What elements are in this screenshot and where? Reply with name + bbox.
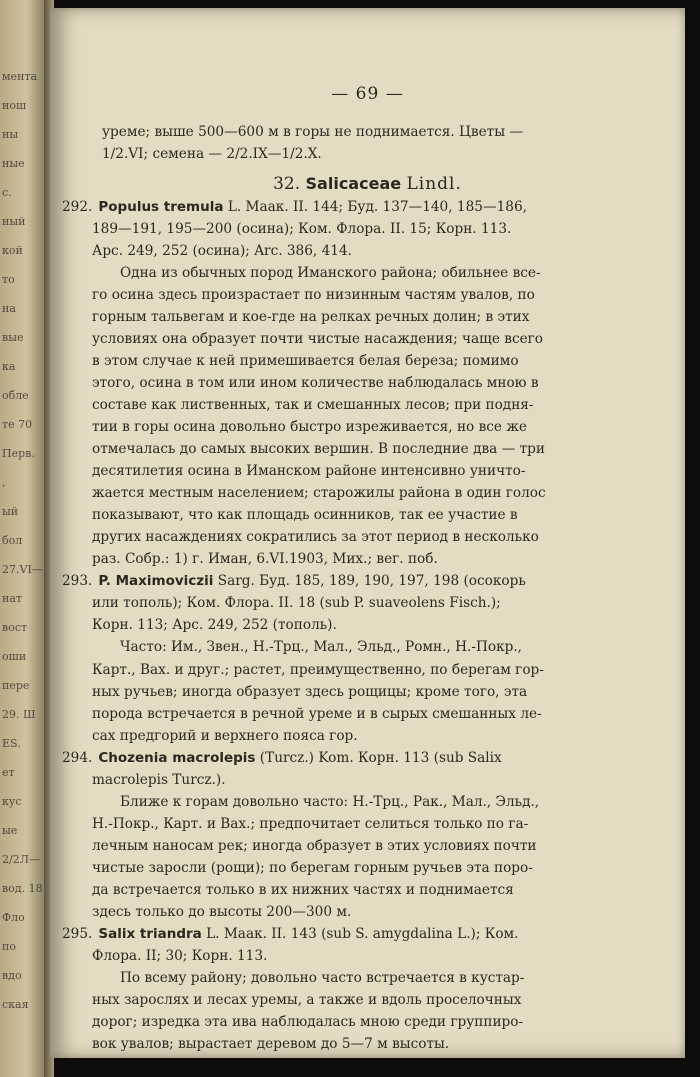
left-page-fragment: то <box>2 273 15 286</box>
entry-header <box>62 925 519 942</box>
entry-number: 293. <box>62 573 93 590</box>
page-number: — 69 — <box>331 84 404 104</box>
entry-header <box>62 198 527 215</box>
left-page-fragment: вод. 18 <box>2 882 43 895</box>
left-page-fragment: бол <box>2 534 23 547</box>
body-line: составе как лиственных, так и смешанных лесов; при подня- <box>92 397 534 414</box>
left-page-fragment: , <box>2 476 6 489</box>
body-line: Карт., Вах. и друг.; растет, преимущественно, по берегам гор- <box>92 661 544 678</box>
body-line: в этом случае к ней примешивается белая береза; помимо <box>92 353 519 370</box>
left-page-fragment: вост <box>2 621 28 634</box>
entry-number: 294. <box>62 749 93 766</box>
body-line: жается местным населением; старожилы района в один голос <box>92 485 546 502</box>
body-line: По всему району; довольно часто встречается в кустар- <box>120 969 525 986</box>
body-line: раз. Собр.: 1) г. Иман, 6.VI.1903, Мих.; вег. поб. <box>92 551 438 568</box>
left-page-fragment: с. <box>2 186 12 199</box>
left-page-fragment: по <box>2 940 16 953</box>
left-page-fragment: ская <box>2 998 29 1011</box>
section-number: 32. <box>273 174 301 195</box>
section-family: Salicaceae <box>305 174 402 194</box>
section-author: Lindl. <box>406 174 462 195</box>
species-name: Populus tremula <box>98 198 224 215</box>
left-page-fragment: мента <box>2 70 38 83</box>
citation-line: Арс. 249, 252 (осина); Arс. 386, 414. <box>92 242 352 259</box>
left-page-fragment: ый <box>2 505 19 518</box>
species-name: Salix triandra <box>98 925 202 942</box>
body-line: горным тальвегам и кое-где на релках речных долин; в этих <box>92 309 530 326</box>
entry-number: 295. <box>62 925 93 942</box>
left-page-fragment: нат <box>2 592 22 605</box>
left-page-fragment: вые <box>2 331 24 344</box>
left-page-fragment: ES. <box>2 737 21 750</box>
citation-line: 189—191, 195—200 (осина); Ком. Флора. II. 15; Корн. 113. <box>92 220 512 237</box>
entry-number: 292. <box>62 198 93 215</box>
intro-line: 1/2.VI; семена — 2/2.IX—1/2.X. <box>102 146 322 163</box>
body-line: вок увалов; вырастает деревом до 5—7 м высоты. <box>92 1036 450 1052</box>
body-line: ных зарослях и лесах уремы, а также и вдоль проселочных <box>92 991 522 1008</box>
left-page-fragment: ые <box>2 824 18 837</box>
body-line: порода встречается в речной уреме и в сырых смешанных ле- <box>92 705 542 722</box>
body-line: десятилетия осина в Иманском районе интенсивно уничто- <box>92 463 526 480</box>
left-page-fragment: вдо <box>2 969 22 982</box>
left-page-edge <box>0 0 44 1077</box>
left-page-fragment: 29. Ш <box>2 708 36 721</box>
left-page-fragment: обле <box>2 389 29 402</box>
left-page-fragment: оши <box>2 650 27 663</box>
citation-line: (Turcz.) Kom. Корн. 113 (sub Salix <box>259 749 502 766</box>
left-page-fragment: на <box>2 302 16 315</box>
left-page-fragment: ет <box>2 766 15 779</box>
body-line: Ближе к горам довольно часто: Н.-Трц., Рак., Мал., Эльд., <box>120 793 540 810</box>
left-page-fragment: ные <box>2 157 25 170</box>
body-line: условиях она образует почти чистые насаждения; чаще всего <box>92 331 544 348</box>
body-line: да встречается только в их нижних частях и поднимается <box>92 881 514 898</box>
species-name: P. Maximoviczii <box>98 573 214 590</box>
citation-line: или тополь); Ком. Флора. II. 18 (sub P. suaveolens Fisch.); <box>92 595 501 612</box>
left-page-fragment: те 70 <box>2 418 33 431</box>
left-page-fragment: 27.VI— <box>2 563 43 576</box>
left-page-fragment: пере <box>2 679 30 692</box>
left-page-fragment: ный <box>2 215 26 228</box>
body-line: Часто: Им., Звен., Н.-Трц., Мал., Эльд., Ромн., Н.-Покр., <box>120 639 523 656</box>
body-line: других насаждениях сократились за этот период в несколько <box>92 529 539 546</box>
left-page-fragment: кой <box>2 244 23 257</box>
body-line: отмечалась до самых высоких вершин. В последние два — три <box>92 441 545 458</box>
left-page-fragment: нош <box>2 99 27 112</box>
body-line: чистые заросли (рощи); по берегам горным ручьев эта поро- <box>92 859 533 876</box>
body-line: Н.-Покр., Карт. и Вах.; предпочитает селиться только по га- <box>92 815 529 832</box>
citation-line: macrolepis Turcz.). <box>92 771 226 788</box>
left-page-fragment: ны <box>2 128 19 141</box>
left-page-fragment: ка <box>2 360 16 373</box>
citation-line: L. Маак. II. 144; Буд. 137—140, 185—186, <box>227 198 527 215</box>
body-line: сах предгорий и верхнего пояса гор. <box>92 727 358 744</box>
left-page-fragment: кус <box>2 795 22 808</box>
body-line: ных ручьев; иногда образует здесь рощицы; кроме того, эта <box>92 683 528 700</box>
left-page-fragment: 2/2Л— <box>2 853 40 866</box>
body-line: этого, осина в том или ином количестве наблюдалась мною в <box>92 375 539 392</box>
citation-line: Sarg. Буд. 185, 189, 190, 197, 198 (осокорь <box>217 573 526 590</box>
body-line: здесь только до высоты 200—300 м. <box>92 903 352 920</box>
left-page-fragment: Перв. <box>2 447 35 460</box>
entry-header <box>62 575 526 589</box>
left-page-fragment: Фло <box>2 911 25 924</box>
section-heading <box>50 174 685 194</box>
body-line: дорог; изредка эта ива наблюдалась мною среди группиро- <box>92 1013 524 1030</box>
book-page <box>50 8 685 1058</box>
body-line: го осина здесь произрастает по низинным частям увалов, по <box>92 287 535 303</box>
body-line: тии в горы осина довольно быстро изреживается, но все же <box>92 419 527 436</box>
citation-line: Корн. 113; Арс. 249, 252 (тополь). <box>92 617 337 634</box>
entry-header <box>62 749 502 766</box>
body-line: показывают, что как площадь осинников, так ее участие в <box>92 507 518 524</box>
citation-line: Флора. II; 30; Корн. 113. <box>92 947 268 964</box>
body-line: Одна из обычных пород Иманского района; обильнее все- <box>120 264 541 281</box>
intro-line: уреме; выше 500—600 м в горы не поднимается. Цветы — <box>102 124 524 140</box>
body-line: лечным наносам рек; иногда образует в этих условиях почти <box>92 837 537 854</box>
citation-line: L. Маак. II. 143 (sub S. amygdalina L.); Ком. <box>206 925 519 942</box>
species-name: Chozenia macrolepis <box>98 749 256 766</box>
